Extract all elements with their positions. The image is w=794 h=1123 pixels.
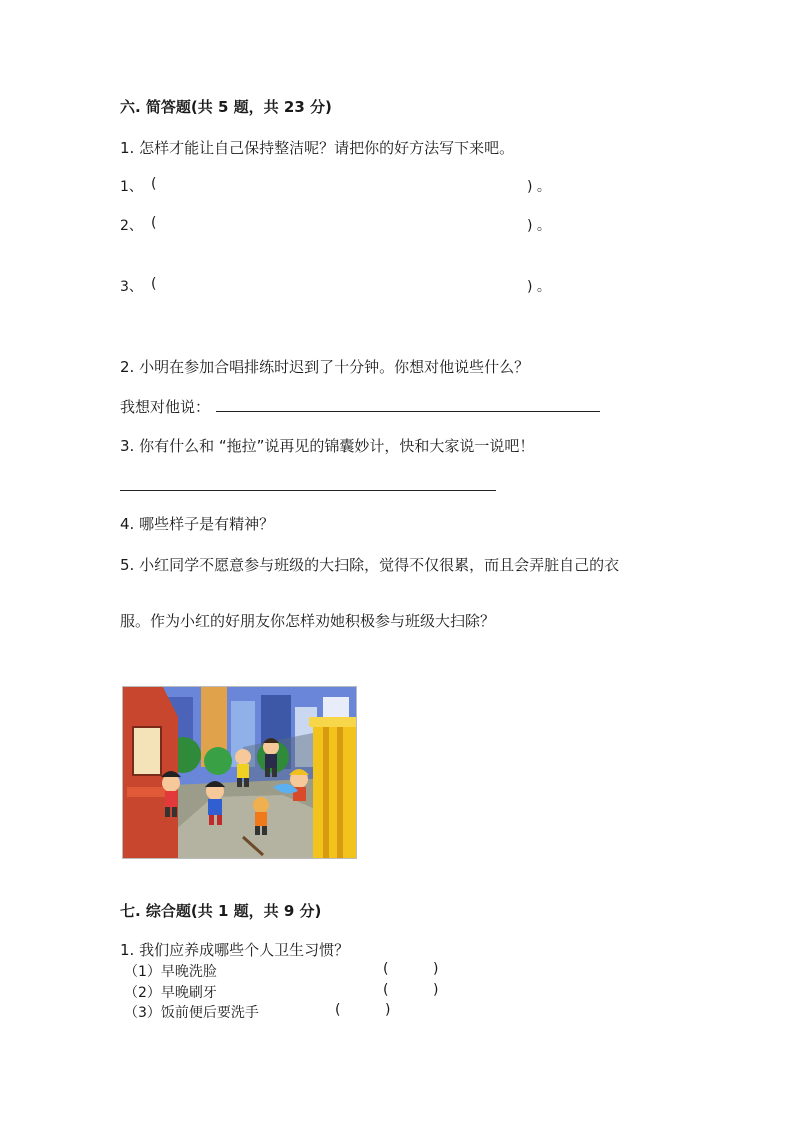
answer-number: 2、	[120, 218, 143, 234]
question-2-answer-prefix: 我想对他说：	[120, 398, 211, 416]
cleaning-illustration	[122, 686, 357, 859]
open-paren: (	[151, 276, 157, 292]
question-2-text: 2. 小明在参加合唱排练时迟到了十分钟。你想对他说些什么？	[120, 358, 530, 376]
question-3-answer-line[interactable]	[120, 490, 496, 491]
question-3-text: 3. 你有什么和 “拖拉”说再见的锦囊妙计，快和大家说一说吧！	[120, 437, 535, 455]
section-7-title: 七. 综合题(共 1 题，共 9 分)	[120, 902, 322, 920]
question-2-answer-line[interactable]	[216, 411, 600, 412]
question-5-text-line-1: 5. 小红同学不愿意参与班级的大扫除，觉得不仅很累，而且会弄脏自己的衣	[120, 556, 620, 574]
question-5-text-line-2: 服。作为小红的好朋友你怎样劝她积极参与班级大扫除？	[120, 612, 496, 630]
open-paren: (	[151, 176, 157, 192]
question-4-text: 4. 哪些样子是有精神？	[120, 515, 275, 533]
habit-answer-blank[interactable]: ( )	[383, 982, 439, 998]
section-6-title: 六. 简答题(共 5 题，共 23 分)	[120, 98, 332, 116]
question-1-text: 1. 怎样才能让自己保持整洁呢？请把你的好方法写下来吧。	[120, 139, 515, 157]
close-paren: ) 。	[527, 218, 551, 234]
cleaning-scene-image	[123, 687, 356, 858]
close-paren: ) 。	[527, 279, 551, 295]
habit-answer-blank[interactable]: ( )	[335, 1002, 391, 1018]
open-paren: (	[151, 215, 157, 231]
close-paren: ) 。	[527, 179, 551, 195]
habit-answer-blank[interactable]: ( )	[383, 961, 439, 977]
answer-number: 3、	[120, 279, 143, 295]
habit-label: （3）饭前便后要洗手	[124, 1005, 259, 1021]
section-7-question-1-text: 1. 我们应养成哪些个人卫生习惯？	[120, 941, 350, 959]
answer-number: 1、	[120, 179, 143, 195]
habit-label: （1）早晚洗脸	[124, 964, 217, 980]
habit-label: （2）早晚刷牙	[124, 985, 217, 1001]
